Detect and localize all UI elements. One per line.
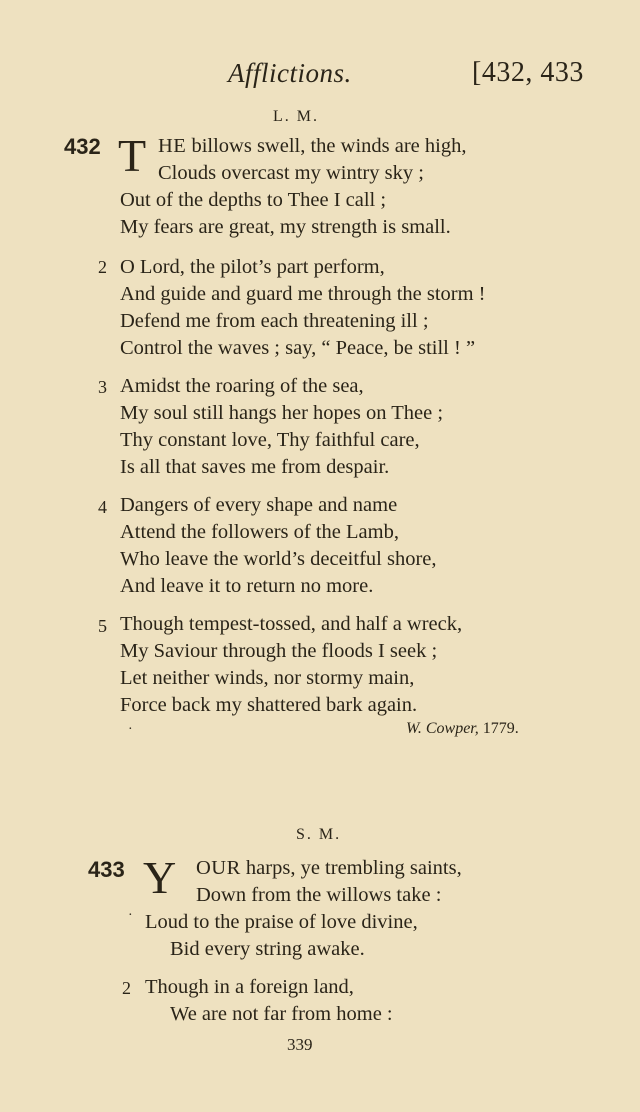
verse-line: My fears are great, my strength is small. bbox=[120, 216, 451, 238]
ornament-dot: · bbox=[128, 722, 133, 737]
stanza-number: 2 bbox=[98, 257, 107, 277]
verse-line: My soul still hangs her hopes on Thee ; bbox=[120, 402, 444, 424]
verse-line: Bid every string awake. bbox=[170, 938, 365, 960]
year: 1779. bbox=[482, 720, 519, 737]
running-title: Afflictions. bbox=[228, 58, 352, 88]
first-line-rest-432: billows swell, the winds are high, bbox=[186, 135, 467, 157]
verse-line: Attend the followers of the Lamb, bbox=[120, 521, 399, 543]
verse-line: Though tempest-tossed, and half a wreck, bbox=[120, 613, 463, 635]
stanza-number: 3 bbox=[98, 377, 107, 397]
verse-line: And leave it to return no more. bbox=[120, 575, 374, 597]
hymn-number-432: 432 bbox=[64, 134, 101, 159]
verse-line: Who leave the world’s deceitful shore, bbox=[120, 548, 437, 570]
verse-line: Force back my shattered bark again. bbox=[120, 694, 418, 716]
first-line-433 bbox=[196, 855, 462, 882]
verse-line: Though in a foreign land, bbox=[145, 976, 354, 998]
verse-line: And guide and guard me through the storm ! bbox=[120, 283, 486, 305]
hymn-range: [432, 433 bbox=[472, 57, 584, 88]
verse-line: We are not far from home : bbox=[170, 1003, 393, 1025]
author-name: W. Cowper, bbox=[406, 720, 479, 737]
meter-label-432: L. M. bbox=[273, 108, 319, 125]
stanza-number: 2 bbox=[122, 978, 131, 998]
first-line-rest-433: harps, ye trembling saints, bbox=[240, 857, 462, 879]
verse-line: Clouds overcast my wintry sky ; bbox=[158, 162, 424, 184]
attribution-432 bbox=[406, 720, 519, 738]
verse-line: Let neither winds, nor stormy main, bbox=[120, 667, 415, 689]
verse-line: Dangers of every shape and name bbox=[120, 494, 398, 516]
verse-line: Control the waves ; say, “ Peace, be still ! ” bbox=[120, 337, 476, 359]
verse-line: Thy constant love, Thy faithful care, bbox=[120, 429, 420, 451]
first-word-rest-432: HE bbox=[158, 135, 187, 157]
verse-line: Out of the depths to Thee I call ; bbox=[120, 189, 387, 211]
verse-line: Is all that saves me from despair. bbox=[120, 456, 390, 478]
drop-cap-433: Y bbox=[143, 852, 177, 903]
ornament-dot: · bbox=[128, 908, 133, 923]
verse-line: My Saviour through the floods I seek ; bbox=[120, 640, 438, 662]
stanza-number: 4 bbox=[98, 497, 107, 517]
verse-line: Amidst the roaring of the sea, bbox=[120, 375, 364, 397]
stanza-number: 5 bbox=[98, 616, 107, 636]
hymn-number-433: 433 bbox=[88, 857, 125, 882]
first-word-rest-433: OUR bbox=[196, 857, 241, 879]
verse-line: Down from the willows take : bbox=[196, 884, 442, 906]
meter-label-433: S. M. bbox=[296, 826, 342, 843]
page-number: 339 bbox=[287, 1035, 313, 1054]
first-line-432 bbox=[158, 133, 466, 160]
verse-line: Loud to the praise of love divine, bbox=[145, 911, 418, 933]
verse-line: O Lord, the pilot’s part perform, bbox=[120, 256, 385, 278]
verse-line: Defend me from each threatening ill ; bbox=[120, 310, 429, 332]
drop-cap-432: T bbox=[118, 130, 147, 181]
